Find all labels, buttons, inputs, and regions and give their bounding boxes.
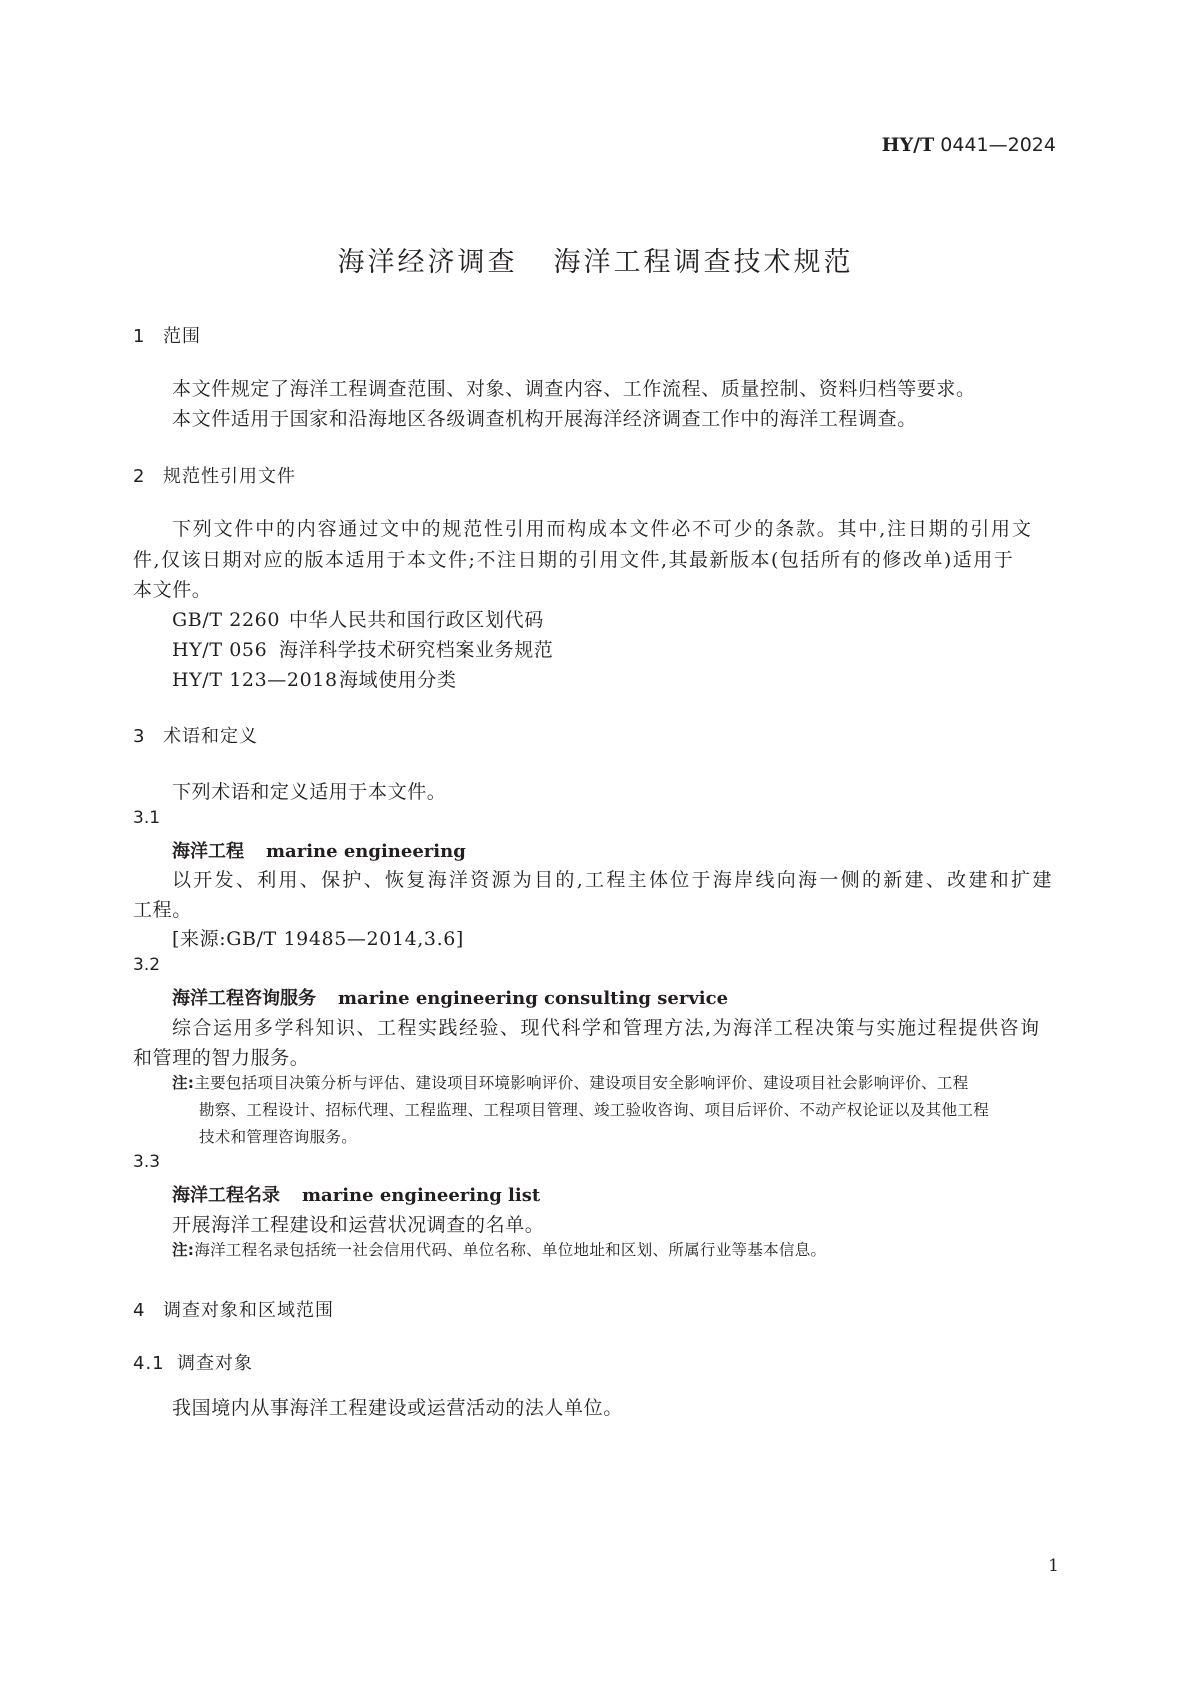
term-3-1-number: 3.1 bbox=[133, 808, 161, 828]
section-1-heading: 1 范围 bbox=[133, 326, 201, 347]
section-2-heading: 2 规范性引用文件 bbox=[133, 466, 296, 487]
term-3-3-heading: 海洋工程名录 marine engineering list bbox=[172, 1185, 541, 1206]
term-3-3-note: 注:海洋工程名录包括统一社会信用代码、单位名称、单位地址和区划、所属行业等基本信息。 bbox=[172, 1241, 827, 1259]
term-3-1-definition-line-1: 以开发、利用、保护、恢复海洋资源为目的,工程主体位于海岸线向海一侧的新建、改建和扩建 bbox=[172, 869, 1054, 891]
section-2-paragraph-line-1: 下列文件中的内容通过文中的规范性引用而构成本文件必不可少的条款。其中,注日期的引用文 bbox=[172, 518, 1033, 540]
doc-code-number: 0441—2024 bbox=[940, 134, 1056, 156]
term-3-2-heading: 海洋工程咨询服务 marine engineering consulting service bbox=[172, 988, 729, 1009]
term-3-1-definition-line-2: 工程。 bbox=[133, 899, 192, 921]
title-part-2: 海洋工程调查技术规范 bbox=[553, 247, 854, 278]
term-3-2-number: 3.2 bbox=[133, 955, 161, 975]
term-3-1-heading: 海洋工程 marine engineering bbox=[172, 841, 466, 862]
term-3-3-number: 3.3 bbox=[133, 1152, 161, 1172]
term-3-3-definition: 开展海洋工程建设和运营状况调查的名单。 bbox=[172, 1214, 545, 1236]
reference-item: HY/T 123—2018海域使用分类 bbox=[172, 669, 457, 691]
section-3-intro: 下列术语和定义适用于本文件。 bbox=[172, 781, 447, 803]
section-4-1-heading: 4.1 调查对象 bbox=[133, 1353, 253, 1374]
document-title bbox=[0, 240, 1191, 279]
term-3-2-note-line-1: 注:主要包括项目决策分析与评估、建设项目环境影响评价、建设项目安全影响评价、建设项目社会影响评价、工程 bbox=[172, 1074, 969, 1092]
section-2-paragraph-line-2: 件,仅该日期对应的版本适用于本文件;不注日期的引用文件,其最新版本(包括所有的修改单)适用于 bbox=[133, 549, 1015, 571]
page-number: 1 bbox=[1048, 1556, 1059, 1576]
section-1-paragraph-2: 本文件适用于国家和沿海地区各级调查机构开展海洋经济调查工作中的海洋工程调查。 bbox=[172, 408, 917, 430]
section-4-1-paragraph: 我国境内从事海洋工程建设或运营活动的法人单位。 bbox=[172, 1397, 623, 1419]
term-3-2-definition-line-1: 综合运用多学科知识、工程实践经验、现代科学和管理方法,为海洋工程决策与实施过程提供咨询 bbox=[172, 1017, 1041, 1039]
term-3-2-definition-line-2: 和管理的智力服务。 bbox=[133, 1047, 310, 1069]
reference-item: GB/T 2260 中华人民共和国行政区划代码 bbox=[172, 609, 544, 631]
section-2-paragraph-line-3: 本文件。 bbox=[133, 579, 212, 601]
doc-code-prefix: HY/T bbox=[881, 134, 935, 156]
term-3-1-source: [来源:GB/T 19485—2014,3.6] bbox=[172, 928, 464, 950]
term-3-2-note-line-3: 技术和管理咨询服务。 bbox=[199, 1128, 358, 1146]
term-3-2-note-line-2: 勘察、工程设计、招标代理、工程监理、工程项目管理、竣工验收咨询、项目后评价、不动产权论证以及其他工程 bbox=[199, 1101, 990, 1119]
section-4-heading: 4 调查对象和区域范围 bbox=[133, 1300, 334, 1321]
section-3-heading: 3 术语和定义 bbox=[133, 726, 258, 747]
title-part-1: 海洋经济调查 bbox=[337, 247, 518, 278]
document-number bbox=[882, 134, 1056, 156]
reference-item: HY/T 056 海洋科学技术研究档案业务规范 bbox=[172, 639, 554, 661]
section-1-paragraph-1: 本文件规定了海洋工程调查范围、对象、调查内容、工作流程、质量控制、资料归档等要求。 bbox=[172, 378, 976, 400]
